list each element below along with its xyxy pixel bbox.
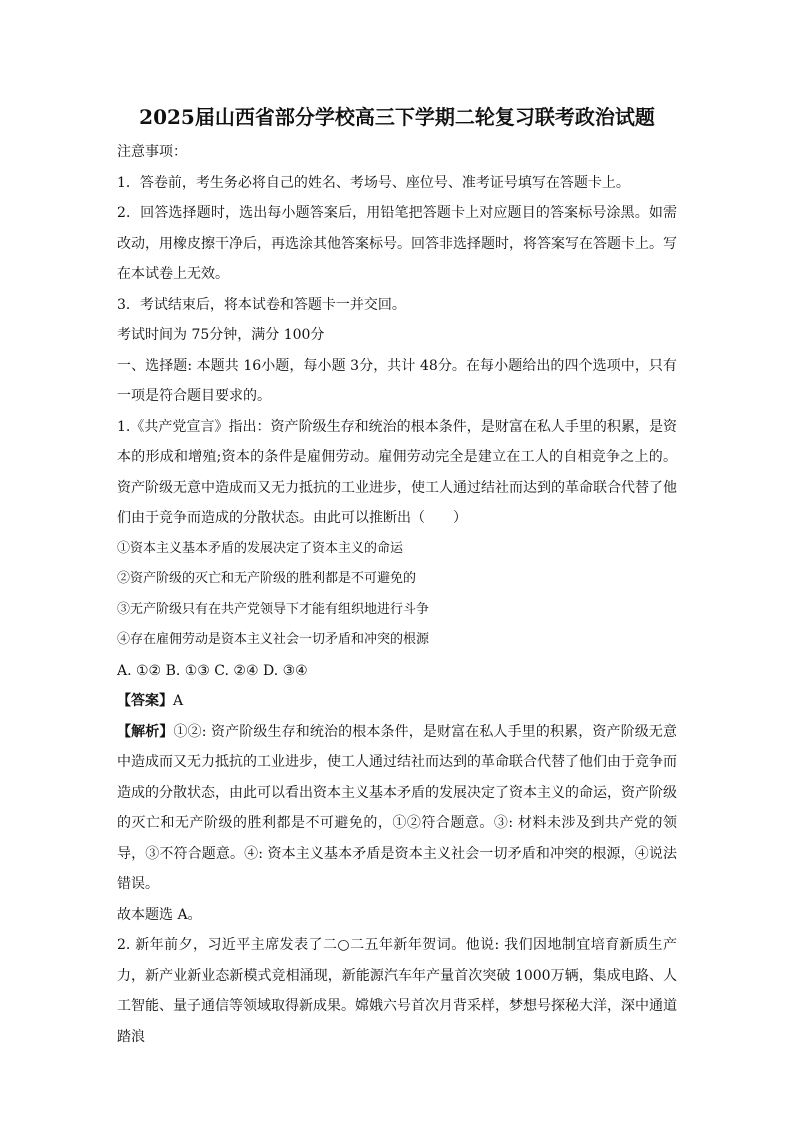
question-1-statement-1: ①资本主义基本矛盾的发展决定了资本主义的命运 — [117, 540, 404, 556]
analysis-text: ①②: 资产阶级生存和统治的根本条件，是财富在私人手里的积累，资产阶级无意中造成而又无力抵抗的工业进步，使工人通过结社而达到的革命联合代替了他们由于竞争而造成的分散状态，由此可以看出资本主义基本矛盾的发展决定了资本主义的命运，资产阶级的灭亡和无产阶级的胜利都是不可避免的，①②符合题意。③: 材料未涉及到共产党的领导，③不符合题意。④: 资本主义基本矛盾是资本主义社会一切矛盾和冲突的根源，④说法错误。 — [117, 723, 677, 892]
question-1-analysis — [117, 717, 677, 900]
question-1-answer — [117, 686, 677, 717]
question-1-statement-4: ④存在雇佣劳动是资本主义社会一切矛盾和冲突的根源 — [117, 632, 430, 647]
exam-time: 考试时间为 75分钟，满分 100分 — [117, 327, 325, 343]
notice-item-1: 1．答卷前，考生务必将自己的姓名、考场号、座位号、准考证号填写在答题卡上。 — [117, 174, 630, 191]
document-title: 2025届山西省部分学校高三下学期二轮复习联考政治试题 — [139, 105, 655, 129]
question-1-conclusion: 故本题选 A。 — [117, 906, 202, 923]
question-1-choices: A. ①② B. ①③ C. ②④ D. ③④ — [117, 662, 308, 679]
question-1-statement-3: ③无产阶级只有在共产党领导下才能有组织地进行斗争 — [117, 601, 430, 617]
analysis-label: 【解析】 — [117, 723, 174, 740]
answer-label: 【答案】 — [117, 693, 173, 709]
notice-item-2: 2．回答选择题时，选出每小题答案后，用铅笔把答题卡上对应题目的答案标号涂黑。如需改动，用橡皮擦干净后，再选涂其他答案标号。回答非选择题时，将答案写在答题卡上。写在本试卷上无效。 — [117, 205, 677, 282]
question-1-stem: 1.《共产党宣言》指出：资产阶级生存和统治的根本条件，是财富在私人手里的积累，是资本的形成和增殖;资本的条件是雇佣劳动。雇佣劳动完全是建立在工人的自相竞争之上的。资产阶级无意中造成而又无力抵抗的工业进步，使工人通过结社而达到的革命联合代替了他们由于竞争而造成的分散状态。由此可以推断出（ ） — [117, 418, 677, 526]
notice-item-3: 3．考试结束后，将本试卷和答题卡一并交回。 — [117, 296, 406, 313]
question-1-statement-2: ②资产阶级的灭亡和无产阶级的胜利都是不可避免的 — [117, 571, 417, 586]
document-page — [117, 103, 677, 1052]
notice-heading: 注意事项： — [117, 144, 187, 160]
answer-value: A — [173, 693, 184, 709]
section-heading: 一、选择题: 本题共 16小题，每小题 3分，共计 48分。在每小题给出的四个选项中，只有一项是符合题目要求的。 — [117, 357, 677, 404]
question-2-stem: 2. 新年前夕，习近平主席发表了二○二五年新年贺词。他说: 我们因地制宜培育新质生产力，新产业新业态新模式竞相涌现，新能源汽车年产量首次突破 1000万辆，集成电路、人工智能、量子通信等领域取得新成果。嫦娥六号首次月背采样，梦想号探秘大洋，深中通道踏浪 — [117, 937, 677, 1045]
